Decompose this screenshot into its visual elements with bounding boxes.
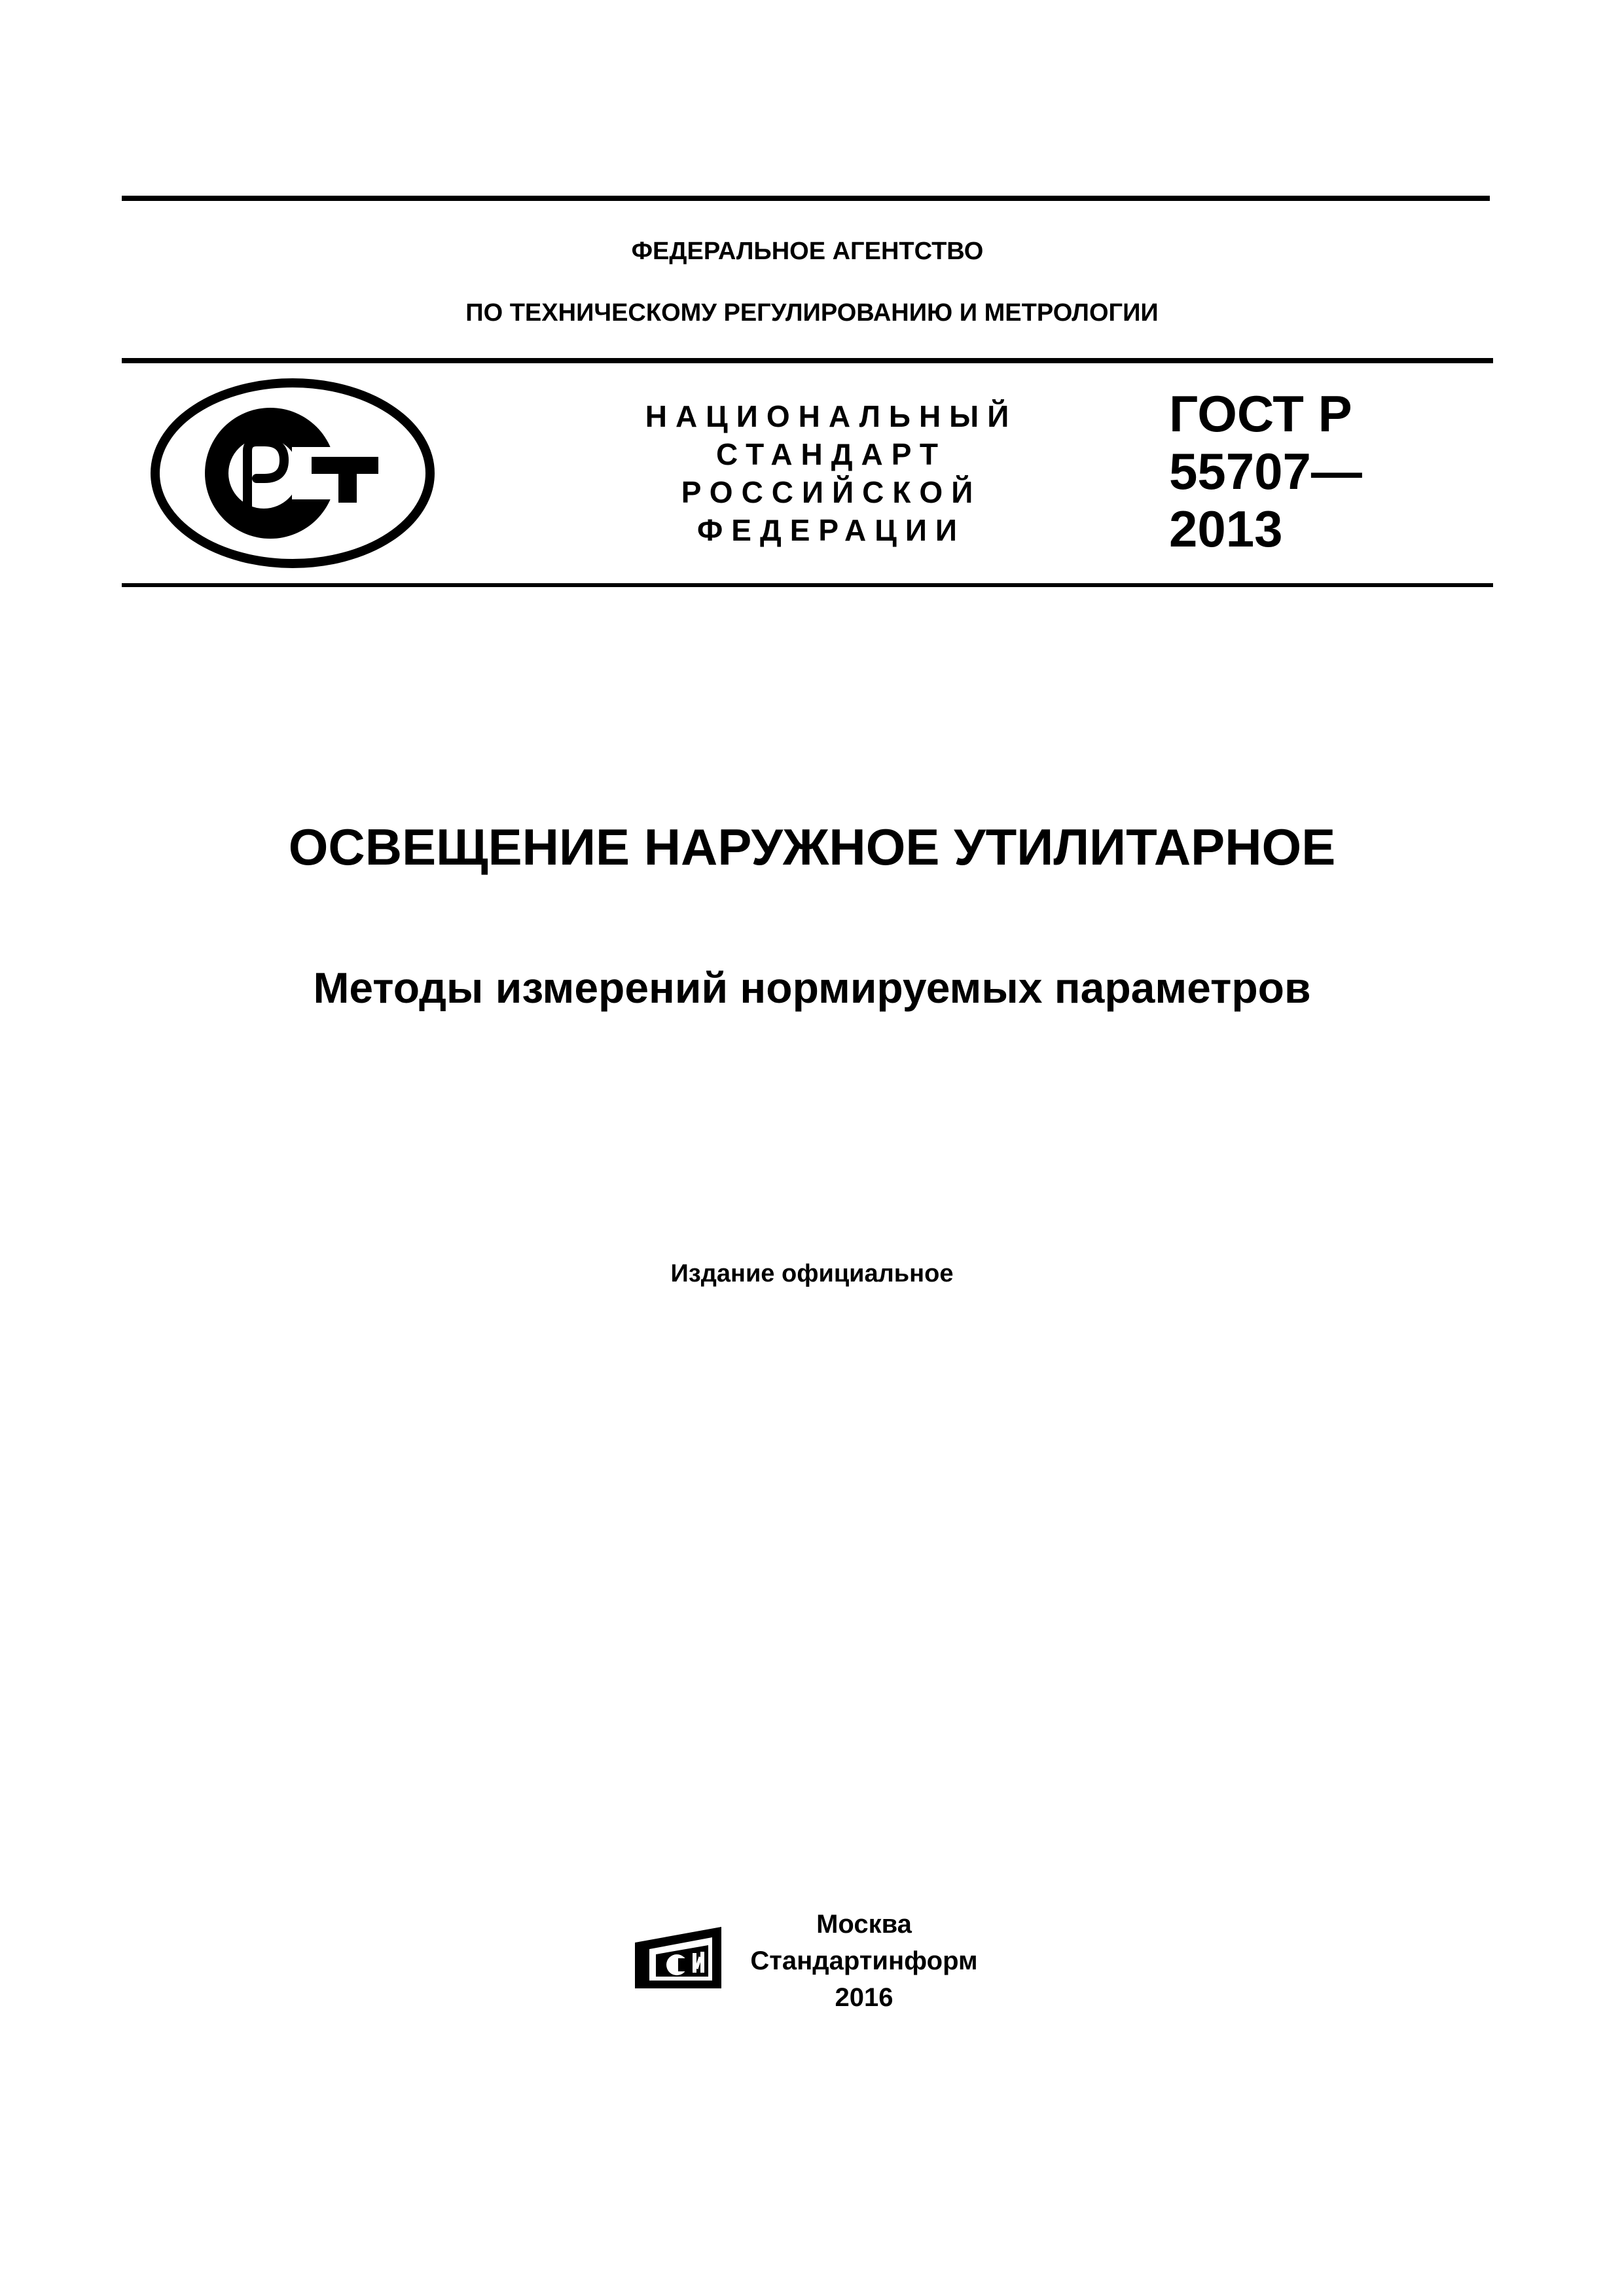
- standard-designation-line-1: ГОСТ Р: [1169, 385, 1352, 442]
- standard-designation: [1169, 385, 1362, 558]
- agency-name-line-1: ФЕДЕРАЛЬНОЕ АГЕНТСТВО: [631, 238, 984, 265]
- imprint: [740, 1906, 988, 2016]
- imprint-publisher: Стандартинформ: [750, 1946, 978, 1975]
- edition-note: Издание официальное: [670, 1260, 954, 1287]
- national-standard-line: НАЦИОНАЛЬНЫЙ: [645, 399, 1018, 433]
- standard-designation-line-2: 55707—: [1169, 442, 1362, 500]
- standard-designation-line-3: 2013: [1169, 500, 1283, 558]
- standartinform-logo-icon: [630, 1923, 728, 1996]
- imprint-city: Москва: [816, 1910, 912, 1939]
- imprint-year: 2016: [835, 1983, 893, 2012]
- top-rule: [122, 196, 1490, 201]
- rst-certification-mark-icon: [149, 378, 436, 569]
- national-standard-line: ФЕДЕРАЦИИ: [697, 513, 965, 547]
- national-standard-line: РОССИЙСКОЙ: [681, 475, 982, 509]
- bottom-rule: [122, 583, 1493, 587]
- national-standard-label: [602, 397, 1060, 549]
- document-title: ОСВЕЩЕНИЕ НАРУЖНОЕ УТИЛИТАРНОЕ: [288, 818, 1336, 876]
- document-subtitle: Методы измерений нормируемых параметров: [313, 963, 1311, 1012]
- middle-rule: [122, 358, 1493, 363]
- national-standard-line: СТАНДАРТ: [716, 437, 947, 471]
- agency-name-line-2: ПО ТЕХНИЧЕСКОМУ РЕГУЛИРОВАНИЮ И МЕТРОЛОГИИ: [465, 299, 1159, 327]
